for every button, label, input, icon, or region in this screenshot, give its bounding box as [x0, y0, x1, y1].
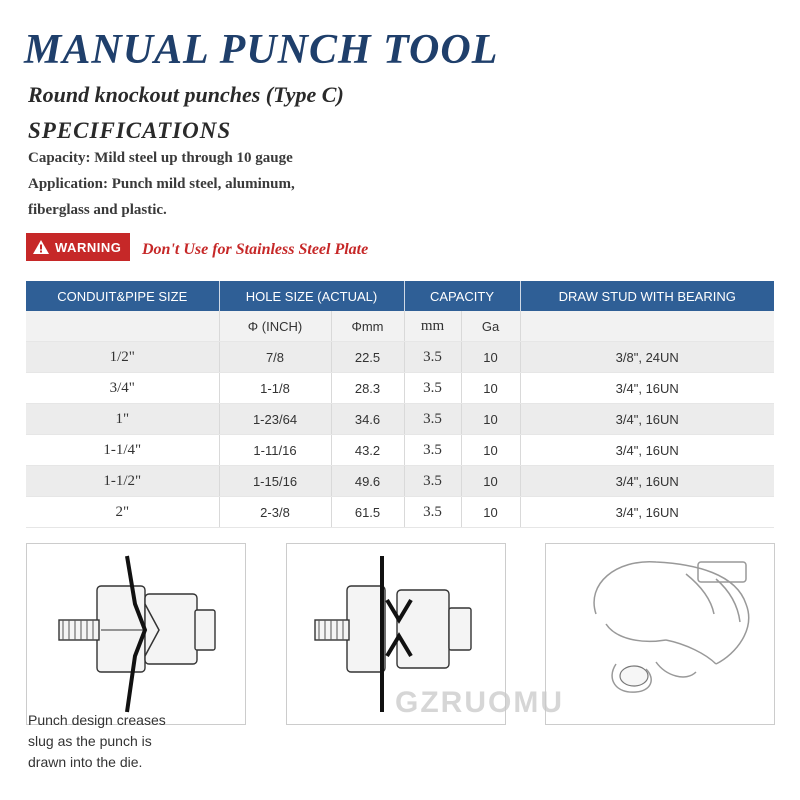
cell-inch: 7/8 [219, 342, 331, 373]
cell-inch: 1-15/16 [219, 466, 331, 497]
header-conduit: CONDUIT&PIPE SIZE [26, 281, 219, 311]
cell-ga: 10 [461, 373, 520, 404]
hand-tool-panel [545, 543, 775, 725]
cell-size: 1/2" [26, 342, 219, 373]
table-row [26, 373, 774, 404]
warning-badge [26, 233, 130, 261]
cell-size: 1" [26, 404, 219, 435]
cell-ga: 10 [461, 404, 520, 435]
cell-size: 3/4" [26, 373, 219, 404]
header-capacity: CAPACITY [404, 281, 520, 311]
cell-ga: 10 [461, 497, 520, 528]
subheader-capacity-ga: Ga [461, 311, 520, 342]
table-row [26, 342, 774, 373]
warning-label: WARNING [55, 239, 122, 255]
specifications-heading: SPECIFICATIONS [28, 118, 232, 143]
subheader-mm: Φmm [331, 311, 404, 342]
cell-stud: 3/4", 16UN [520, 373, 774, 404]
application-text-2: fiberglass and plastic. [28, 202, 167, 218]
page-title: MANUAL PUNCH TOOL [24, 27, 499, 73]
cell-ga: 10 [461, 342, 520, 373]
cell-cap-mm: 3.5 [404, 435, 461, 466]
cell-mm: 34.6 [331, 404, 404, 435]
subheader-row [26, 311, 774, 342]
cell-size: 1-1/4" [26, 435, 219, 466]
cell-mm: 28.3 [331, 373, 404, 404]
header-hole-size: HOLE SIZE (ACTUAL) [219, 281, 404, 311]
cell-cap-mm: 3.5 [404, 342, 461, 373]
punch-crease-diagram [27, 544, 245, 724]
cell-ga: 10 [461, 466, 520, 497]
cell-inch: 2-3/8 [219, 497, 331, 528]
cell-stud: 3/4", 16UN [520, 497, 774, 528]
application-text-1: Application: Punch mild steel, aluminum, [28, 176, 295, 192]
table-row [26, 466, 774, 497]
cell-size: 2" [26, 497, 219, 528]
cell-mm: 49.6 [331, 466, 404, 497]
cell-ga: 10 [461, 435, 520, 466]
caption-line-1: Punch design creases [28, 712, 166, 728]
capacity-text: Capacity: Mild steel up through 10 gauge [28, 150, 293, 166]
watermark-text: GZRUOMU [395, 686, 564, 719]
page-subtitle: Round knockout punches (Type C) [28, 82, 344, 107]
table-row [26, 404, 774, 435]
cell-inch: 1-23/64 [219, 404, 331, 435]
cell-size: 1-1/2" [26, 466, 219, 497]
cell-stud: 3/4", 16UN [520, 466, 774, 497]
table-row [26, 435, 774, 466]
specifications-table [26, 281, 774, 528]
cell-inch: 1-11/16 [219, 435, 331, 466]
hand-tool-illustration [546, 544, 774, 724]
cell-stud: 3/8", 24UN [520, 342, 774, 373]
cell-cap-mm: 3.5 [404, 373, 461, 404]
cell-cap-mm: 3.5 [404, 466, 461, 497]
punch-diagram-panel [26, 543, 246, 725]
cell-cap-mm: 3.5 [404, 497, 461, 528]
cell-mm: 22.5 [331, 342, 404, 373]
header-draw-stud: DRAW STUD WITH BEARING [520, 281, 774, 311]
subheader-capacity-mm: mm [404, 311, 461, 342]
caption-line-3: drawn into the die. [28, 754, 143, 770]
cell-mm: 61.5 [331, 497, 404, 528]
cell-inch: 1-1/8 [219, 373, 331, 404]
table-row [26, 497, 774, 528]
subheader-empty [26, 311, 219, 342]
caption-line-2: slug as the punch is [28, 733, 152, 749]
subheader-stud-empty [520, 311, 774, 342]
cell-mm: 43.2 [331, 435, 404, 466]
warning-icon [32, 239, 50, 255]
diagram-caption [28, 710, 228, 773]
cell-stud: 3/4", 16UN [520, 404, 774, 435]
warning-message: Don't Use for Stainless Steel Plate [142, 241, 369, 258]
cell-stud: 3/4", 16UN [520, 435, 774, 466]
subheader-inch: Φ (INCH) [219, 311, 331, 342]
cell-cap-mm: 3.5 [404, 404, 461, 435]
